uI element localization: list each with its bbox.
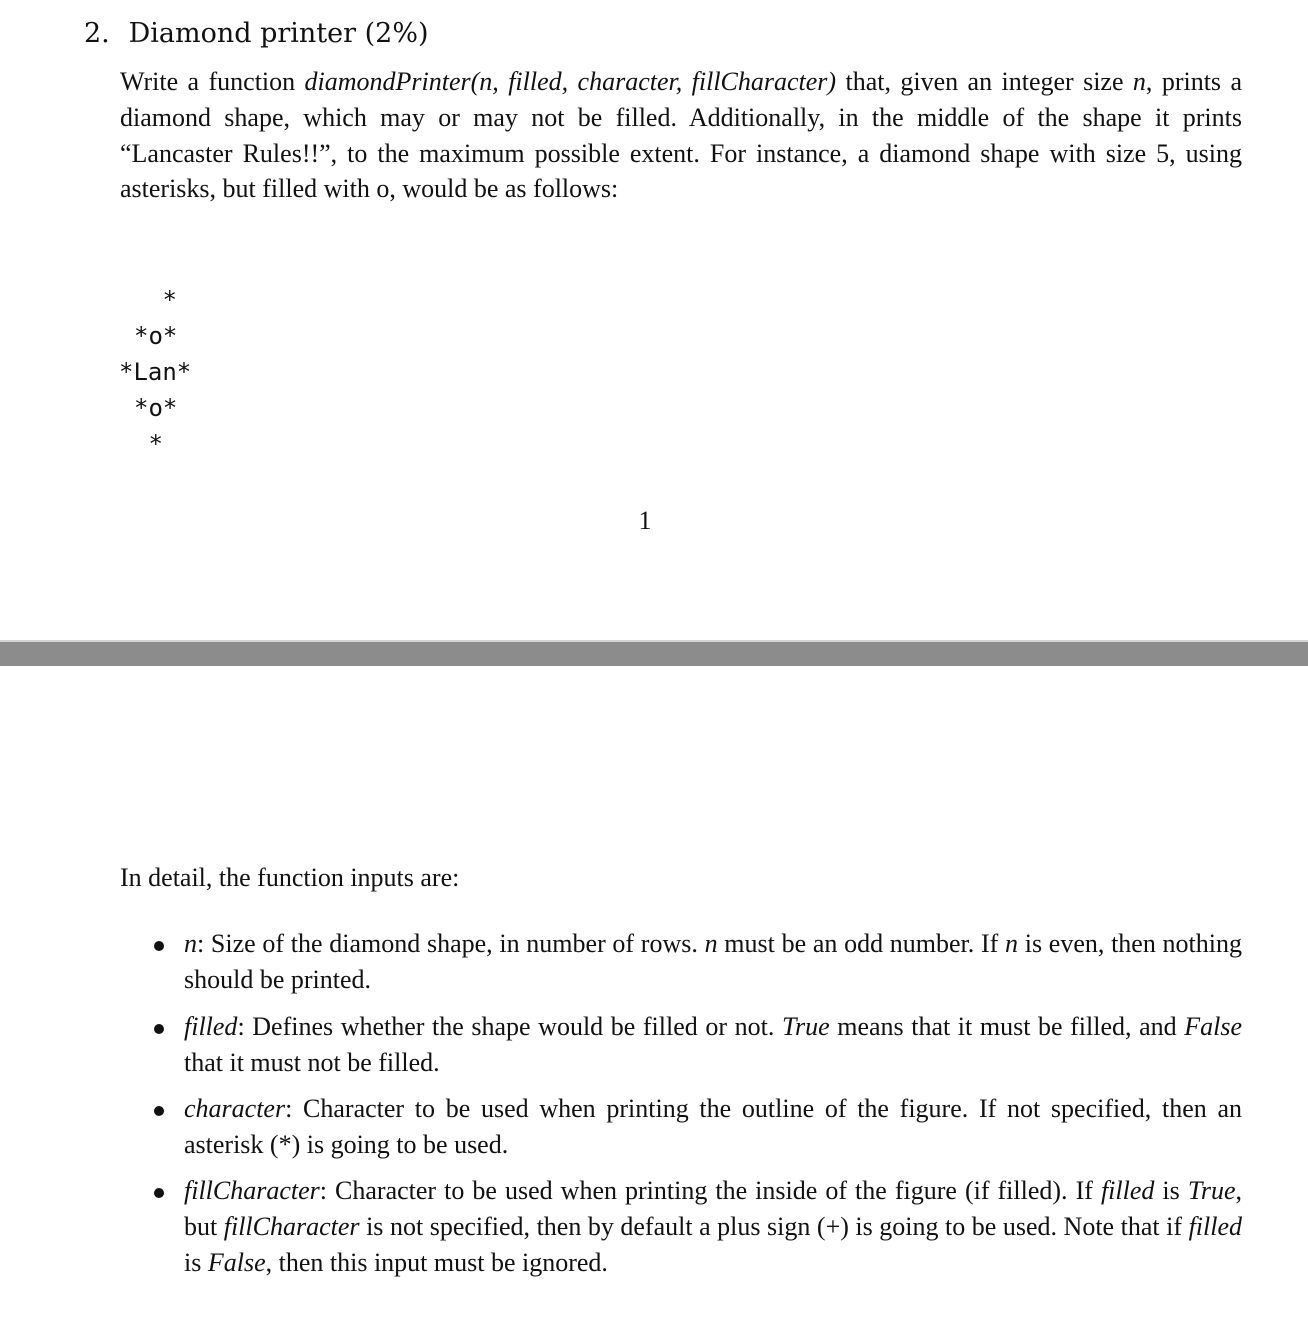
bullet-text: is xyxy=(1154,1176,1188,1205)
var-n: n xyxy=(704,929,718,958)
bullet-text: : Character to be used when printing the outline of the figure. If not specified, then an asterisk (*) is going to be used. xyxy=(184,1094,1242,1159)
bullet-text: , then this input must be ignored. xyxy=(265,1247,608,1277)
bullet-item-fillcharacter xyxy=(184,1173,1242,1280)
diamond-row: *Lan* xyxy=(119,358,192,386)
bullet-text: : Defines whether the shape would be filled or not. xyxy=(237,1012,782,1041)
bullet-item-n xyxy=(184,926,1242,998)
bullet-text: that it must not be filled. xyxy=(184,1047,440,1077)
intro-text-2: that, given an integer size xyxy=(836,67,1133,96)
bullet-term: fillCharacter xyxy=(184,1176,320,1205)
var-fillcharacter: fillCharacter xyxy=(223,1211,360,1241)
var-false: False xyxy=(1184,1012,1242,1041)
function-signature: diamondPrinter(n, filled, character, fillCharacter) xyxy=(304,67,837,96)
bullet-term: filled xyxy=(184,1012,238,1041)
var-false: False xyxy=(207,1247,266,1277)
pdf-page-2 xyxy=(0,666,1308,1340)
bullet-dot xyxy=(154,1106,164,1116)
bullet-term: n xyxy=(184,929,197,958)
bullet-text: is even, then nothing should be printed. xyxy=(184,929,1242,994)
bullet-text: : Size of the diamond shape, in number of rows. xyxy=(197,929,705,958)
bullet-item-filled xyxy=(184,1009,1242,1081)
var-filled: filled xyxy=(1188,1211,1242,1241)
bullet-dot xyxy=(154,941,164,951)
section-heading xyxy=(84,16,429,52)
intro-text-1: Write a function xyxy=(120,67,305,96)
bullet-text: , but xyxy=(184,1176,1242,1241)
diamond-example xyxy=(119,282,191,462)
var-true: True xyxy=(1187,1176,1236,1205)
page-separator xyxy=(0,640,1308,666)
section-title: Diamond printer (2%) xyxy=(128,18,429,49)
bullet-dot xyxy=(154,1188,164,1198)
diamond-row: *o* xyxy=(134,322,178,350)
bullet-text: means that it must be filled, and xyxy=(829,1012,1185,1041)
page-number: 1 xyxy=(638,506,652,535)
bullet-term: character xyxy=(184,1094,286,1123)
diamond-row: * xyxy=(134,430,163,458)
var-true: True xyxy=(781,1012,830,1041)
diamond-row: * xyxy=(148,286,177,314)
pdf-page-1 xyxy=(0,0,1308,640)
section-number: 2. xyxy=(84,18,110,49)
bullet-text: must be an odd number. If xyxy=(717,929,1006,958)
bullet-item-character xyxy=(184,1091,1242,1163)
bullet-text: : Character to be used when printing the inside of the figure (if filled). If xyxy=(319,1176,1101,1205)
diamond-row: *o* xyxy=(134,394,178,422)
bullet-dot xyxy=(154,1024,164,1034)
intro-paragraph xyxy=(120,64,1242,207)
bullet-text: is xyxy=(184,1247,208,1277)
detail-heading: In detail, the function inputs are: xyxy=(120,863,460,892)
var-n: n xyxy=(1132,67,1146,96)
var-filled: filled xyxy=(1100,1176,1155,1205)
bullet-text: is not specified, then by default a plus sign (+) is going to be used. Note that if xyxy=(359,1211,1189,1241)
var-n: n xyxy=(1005,929,1019,958)
intro-text-3: , prints a diamond shape, which may or may not be filled. Additionally, in the middle of the shape it prints “Lancaster Rules!!”, to the maximum possible extent. For instance, a diamond shape with size 5, using asterisks, but filled with o, would be as follows: xyxy=(120,67,1242,204)
